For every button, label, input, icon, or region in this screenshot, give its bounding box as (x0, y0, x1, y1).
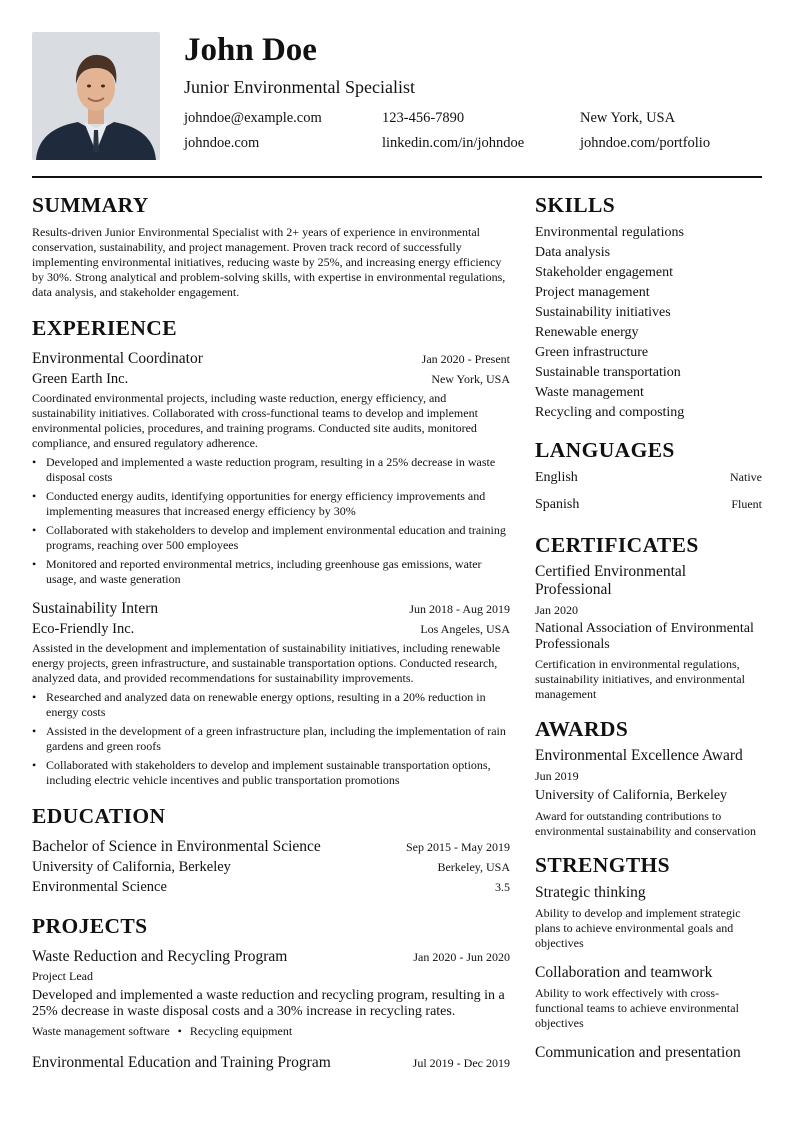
school-location: Berkeley, USA (437, 860, 510, 874)
achievement-item: • Monitored and reported environmental metrics, including greenhouse gas emissions, water usage, and waste generation (32, 557, 510, 587)
certificate-date: Jan 2020 (535, 603, 578, 617)
award-date: Jun 2019 (535, 769, 579, 783)
award-name: Environmental Excellence Award (535, 747, 743, 764)
header-divider (32, 176, 762, 178)
candidate-name: John Doe (184, 32, 317, 68)
job-role: Environmental Coordinator (32, 350, 203, 367)
skills-list (535, 223, 762, 423)
job-dates: Jun 2018 - Aug 2019 (409, 602, 510, 616)
achievement-item: • Conducted energy audits, identifying opportunities for energy efficiency improvements and implementing measures that increased energy efficiency by 30% (32, 489, 510, 519)
strength-name: Collaboration and teamwork (535, 964, 713, 981)
strength-item (535, 1044, 762, 1062)
job-company: Eco-Friendly Inc. (32, 621, 135, 637)
skill-item: Stakeholder engagement (535, 265, 674, 280)
gpa-value: 3.5 (495, 880, 510, 894)
job-location: Los Angeles, USA (420, 622, 510, 636)
project-name: Waste Reduction and Recycling Program (32, 948, 288, 965)
project-dates: Jul 2019 - Dec 2019 (412, 1056, 510, 1070)
achievement-item: • Developed and implemented a waste reduction program, resulting in a 25% decrease in waste disposal costs (32, 455, 510, 485)
language-row (535, 468, 762, 488)
job-company: Green Earth Inc. (32, 371, 129, 387)
language-name: Spanish (535, 497, 580, 512)
job-description: Coordinated environmental projects, including waste reduction, energy efficiency, and sustainability initiatives. Collaborated with cross-functional teams to develop and implement environmental policies, procedures, and training programs. Conducted site audits, monitored compliance, and ensured regulatory adherence. (32, 391, 478, 450)
achievement-item: • Assisted in the development of a green infrastructure plan, including the implementation of rain gardens and green roofs (32, 724, 510, 754)
strength-description: Ability to develop and implement strategic plans to achieve environmental goals and objectives (535, 906, 741, 950)
contact-portfolio[interactable]: johndoe.com/portfolio (580, 135, 711, 151)
tag-separator: • (177, 1024, 182, 1038)
field-of-study: Environmental Science (32, 879, 167, 895)
language-level: Native (730, 470, 762, 484)
skills-section (535, 192, 762, 423)
awards-section (535, 716, 762, 839)
project-tag: Recycling equipment (189, 1024, 293, 1038)
certificate-issuer: National Association of Environmental Professionals (535, 621, 754, 652)
experience-section (32, 315, 510, 788)
skill-item: Green infrastructure (535, 345, 649, 360)
language-row (535, 495, 762, 515)
right-column (535, 192, 762, 1062)
achievement-item: • Collaborated with stakeholders to develop and implement environmental education and training programs, reaching over 500 employees (32, 523, 510, 553)
degree-name: Bachelor of Science in Environmental Science (32, 838, 321, 855)
project-description: Developed and implemented a waste reduction and recycling program, resulting in a 25% decrease in waste disposal costs and a 30% increase in recycling rates. (32, 988, 505, 1019)
award-issuer: University of California, Berkeley (535, 788, 728, 803)
achievement-item: • Collaborated with stakeholders to develop and implement sustainable transportation options, including electric vehicle incentives and public transportation promotions (32, 758, 510, 788)
person-portrait-icon (32, 32, 160, 160)
awards-heading: AWARDS (535, 717, 629, 741)
experience-item (32, 599, 510, 788)
project-tags (32, 1024, 510, 1039)
summary-heading: SUMMARY (32, 193, 149, 217)
job-location: New York, USA (431, 372, 510, 386)
education-section (32, 803, 510, 897)
strengths-heading: STRENGTHS (535, 853, 671, 877)
certificate-description: Certification in environmental regulations, sustainability initiatives, and environmental management (535, 657, 745, 701)
languages-section (535, 437, 762, 515)
achievement-item: • Researched and analyzed data on renewable energy options, resulting in a 20% reduction in energy costs (32, 690, 510, 720)
certificates-section (535, 532, 762, 702)
experience-item (32, 349, 510, 587)
summary-section (32, 192, 510, 300)
project-item (32, 947, 510, 1039)
skill-item: Renewable energy (535, 325, 639, 340)
candidate-title: Junior Environmental Specialist (184, 77, 415, 97)
language-name: English (535, 470, 578, 485)
job-achievements (32, 455, 510, 587)
job-role: Sustainability Intern (32, 600, 159, 617)
skill-item: Waste management (535, 385, 644, 400)
skill-item: Environmental regulations (535, 225, 684, 240)
skill-item: Sustainable transportation (535, 365, 681, 380)
strength-name: Strategic thinking (535, 884, 646, 901)
project-tag: Waste management software (32, 1024, 170, 1038)
project-name: Environmental Education and Training Program (32, 1054, 331, 1071)
language-level: Fluent (731, 497, 762, 511)
contact-linkedin[interactable]: linkedin.com/in/johndoe (382, 135, 525, 151)
school-name: University of California, Berkeley (32, 859, 231, 875)
projects-heading: PROJECTS (32, 914, 148, 938)
contact-email[interactable]: johndoe@example.com (184, 110, 322, 126)
strengths-section (535, 852, 762, 1062)
skill-item: Data analysis (535, 245, 611, 260)
certificate-name: Certified Environmental Professional (535, 563, 687, 598)
job-description: Assisted in the development and implementation of sustainability initiatives, including renewable energy projects, green infrastructure, and sustainable transportation options. Conducted research, analyzed data, and provided recommendations for sustainability improvements. (32, 641, 501, 685)
award-description: Award for outstanding contributions to environmental sustainability and conservation (535, 809, 756, 838)
job-achievements (32, 690, 510, 788)
project-item (32, 1053, 510, 1073)
project-dates: Jan 2020 - Jun 2020 (413, 950, 510, 964)
education-heading: EDUCATION (32, 804, 166, 828)
projects-section (32, 913, 510, 1073)
strength-item (535, 884, 762, 951)
contact-phone[interactable]: 123-456-7890 (382, 110, 465, 126)
job-dates: Jan 2020 - Present (421, 352, 510, 366)
strength-name: Communication and presentation (535, 1044, 741, 1061)
summary-text: Results-driven Junior Environmental Specialist with 2+ years of experience in environmental conservation, sustainability, and project management. Proven track record of successfully implementing environmental initiatives, reducing waste by 25%, and increasing energy efficiency by 30%. Strong analytical and problem-solving skills, with expertise in environmental regulations, data analysis, and stakeholder engagement. (32, 225, 506, 299)
strength-item (535, 964, 762, 1031)
experience-heading: EXPERIENCE (32, 316, 177, 340)
skill-item: Recycling and composting (535, 405, 685, 420)
project-role: Project Lead (32, 969, 93, 983)
skill-item: Sustainability initiatives (535, 305, 671, 320)
profile-photo (32, 32, 160, 160)
certificates-heading: CERTIFICATES (535, 533, 699, 557)
left-column (32, 192, 510, 1073)
education-dates: Sep 2015 - May 2019 (406, 840, 510, 854)
contact-location: New York, USA (580, 110, 676, 126)
contact-website[interactable]: johndoe.com (184, 135, 260, 151)
strength-description: Ability to work effectively with cross-functional teams to achieve environmental objectives (535, 986, 739, 1030)
languages-heading: LANGUAGES (535, 438, 675, 462)
skill-item: Project management (535, 285, 650, 300)
skills-heading: SKILLS (535, 193, 616, 217)
